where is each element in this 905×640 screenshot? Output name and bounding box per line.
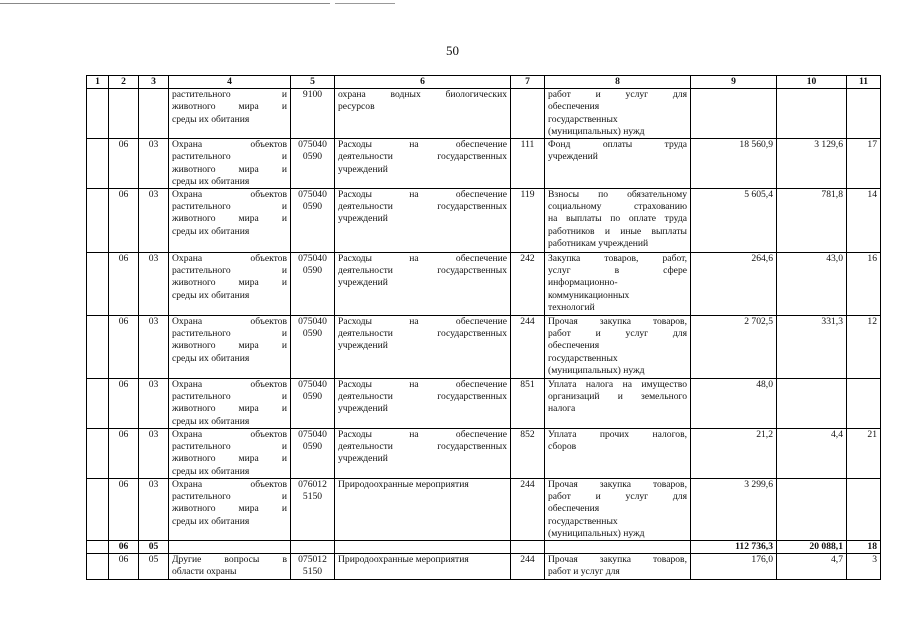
cell-expense-type bbox=[511, 541, 545, 554]
cell-line: деятельности государственных bbox=[338, 391, 507, 403]
cell-line: деятельности государственных bbox=[338, 151, 507, 163]
cell-section: 06 bbox=[109, 429, 139, 479]
cell-line: 075040 bbox=[298, 429, 327, 441]
cell-line: Другие вопросы в bbox=[172, 554, 287, 566]
cell-line: информационно- bbox=[548, 277, 618, 289]
cell-col1 bbox=[87, 541, 109, 554]
column-header: 1 bbox=[87, 76, 109, 89]
cell-line: Охрана объектов bbox=[172, 379, 287, 391]
cell-amount-2 bbox=[777, 89, 847, 139]
cell-section: 06 bbox=[109, 554, 139, 580]
cell-line: деятельности государственных bbox=[338, 328, 507, 340]
scan-edge-line bbox=[0, 3, 330, 4]
cell-line: Взносы по обязательному bbox=[548, 189, 687, 201]
cell-col11: 16 bbox=[847, 253, 881, 316]
cell-line: деятельности государственных bbox=[338, 441, 507, 453]
table-row bbox=[87, 189, 881, 253]
cell-section: 06 bbox=[109, 379, 139, 429]
cell-subsection: 05 bbox=[139, 554, 169, 580]
cell-subsection: 03 bbox=[139, 253, 169, 316]
cell-line: учреждений bbox=[338, 453, 388, 465]
cell-line: Уплата налога на имущество bbox=[548, 379, 687, 391]
cell-line: охрана водных биологических bbox=[338, 89, 507, 101]
cell-expense-type-name bbox=[545, 541, 691, 554]
cell-line: Охрана объектов bbox=[172, 189, 287, 201]
cell-amount-2 bbox=[777, 479, 847, 541]
cell-line: животного мира и bbox=[172, 101, 287, 113]
column-header: 4 bbox=[169, 76, 291, 89]
table-row bbox=[87, 554, 881, 580]
cell-subsection: 03 bbox=[139, 139, 169, 189]
cell-expense-type: 852 bbox=[511, 429, 545, 479]
cell-line: Расходы на обеспечение bbox=[338, 139, 507, 151]
table-row bbox=[87, 479, 881, 541]
cell-expense-name bbox=[335, 139, 511, 189]
cell-line: среды их обитания bbox=[172, 225, 250, 237]
cell-line: Охрана объектов bbox=[172, 479, 287, 491]
cell-line: 075040 bbox=[298, 379, 327, 391]
cell-line: (муниципальных) нужд bbox=[548, 527, 645, 539]
cell-line: организаций и земельного bbox=[548, 391, 687, 403]
cell-expense-name bbox=[335, 554, 511, 580]
cell-expense-type-name bbox=[545, 379, 691, 429]
cell-line: 0590 bbox=[302, 391, 323, 403]
cell-col1 bbox=[87, 316, 109, 379]
cell-expense-name bbox=[335, 189, 511, 253]
cell-target-article bbox=[291, 541, 335, 554]
cell-line: государственных bbox=[548, 113, 618, 125]
cell-expense-type: 119 bbox=[511, 189, 545, 253]
cell-target-article bbox=[291, 316, 335, 379]
cell-amount: 2 702,5 bbox=[691, 316, 777, 379]
cell-section bbox=[109, 89, 139, 139]
cell-expense-name bbox=[335, 429, 511, 479]
cell-amount: 264,6 bbox=[691, 253, 777, 316]
cell-line: Природоохранные мероприятия bbox=[338, 554, 469, 566]
cell-line: среды их обитания bbox=[172, 113, 250, 125]
cell-col1 bbox=[87, 429, 109, 479]
cell-line: работ и услуг для bbox=[548, 328, 687, 340]
cell-expense-type: 244 bbox=[511, 554, 545, 580]
cell-line: 0590 bbox=[302, 441, 323, 453]
cell-col1 bbox=[87, 554, 109, 580]
cell-line: 0590 bbox=[302, 201, 323, 213]
cell-line: технологий bbox=[548, 301, 595, 313]
cell-line: 5150 bbox=[302, 566, 323, 578]
cell-amount: 21,2 bbox=[691, 429, 777, 479]
cell-name bbox=[169, 379, 291, 429]
cell-amount: 5 605,4 bbox=[691, 189, 777, 253]
table-row bbox=[87, 253, 881, 316]
cell-section: 06 bbox=[109, 253, 139, 316]
cell-line: услуг в сфере bbox=[548, 265, 687, 277]
cell-subsection: 03 bbox=[139, 429, 169, 479]
column-header: 8 bbox=[545, 76, 691, 89]
cell-name bbox=[169, 554, 291, 580]
cell-target-article bbox=[291, 139, 335, 189]
cell-line: государственных bbox=[548, 352, 618, 364]
cell-line: Расходы на обеспечение bbox=[338, 379, 507, 391]
cell-line: Прочая закупка товаров, bbox=[548, 554, 687, 566]
cell-line: среды их обитания bbox=[172, 515, 250, 527]
cell-amount-2: 3 129,6 bbox=[777, 139, 847, 189]
column-header: 11 bbox=[847, 76, 881, 89]
cell-line: коммуникационных bbox=[548, 289, 630, 301]
cell-expense-type: 111 bbox=[511, 139, 545, 189]
cell-amount: 18 560,9 bbox=[691, 139, 777, 189]
cell-line: 075040 bbox=[298, 253, 327, 265]
cell-col1 bbox=[87, 379, 109, 429]
cell-line: Охрана объектов bbox=[172, 429, 287, 441]
cell-name bbox=[169, 139, 291, 189]
cell-section: 06 bbox=[109, 541, 139, 554]
cell-target-article bbox=[291, 253, 335, 316]
cell-line: ресурсов bbox=[338, 101, 375, 113]
cell-name bbox=[169, 253, 291, 316]
cell-line: Фонд оплаты труда bbox=[548, 139, 687, 151]
cell-col1 bbox=[87, 139, 109, 189]
cell-line: обеспечения bbox=[548, 101, 600, 113]
cell-line: области охраны bbox=[172, 566, 237, 578]
cell-line: учреждений bbox=[338, 213, 388, 225]
cell-line: 9100 bbox=[302, 89, 323, 101]
cell-line: (муниципальных) нужд bbox=[548, 125, 645, 137]
cell-subsection: 03 bbox=[139, 189, 169, 253]
cell-col11: 18 bbox=[847, 541, 881, 554]
cell-line: 075040 bbox=[298, 316, 327, 328]
cell-amount bbox=[691, 89, 777, 139]
header-row bbox=[87, 76, 881, 89]
cell-col11: 21 bbox=[847, 429, 881, 479]
cell-col11: 3 bbox=[847, 554, 881, 580]
cell-line: 0590 bbox=[302, 151, 323, 163]
cell-line: растительного и bbox=[172, 491, 287, 503]
cell-line: Расходы на обеспечение bbox=[338, 189, 507, 201]
cell-expense-name bbox=[335, 479, 511, 541]
cell-expense-type-name bbox=[545, 479, 691, 541]
cell-name bbox=[169, 541, 291, 554]
column-header: 7 bbox=[511, 76, 545, 89]
cell-line: на выплаты по оплате труда bbox=[548, 213, 687, 225]
cell-line: работ и услуг для bbox=[548, 566, 620, 578]
cell-subsection bbox=[139, 89, 169, 139]
cell-line: (муниципальных) нужд bbox=[548, 364, 645, 376]
cell-amount-2: 781,8 bbox=[777, 189, 847, 253]
cell-expense-type-name bbox=[545, 189, 691, 253]
cell-expense-name bbox=[335, 89, 511, 139]
cell-col11 bbox=[847, 89, 881, 139]
table-row bbox=[87, 89, 881, 139]
cell-target-article bbox=[291, 379, 335, 429]
table-row bbox=[87, 429, 881, 479]
cell-line: 5150 bbox=[302, 491, 323, 503]
cell-line: растительного и bbox=[172, 391, 287, 403]
cell-name bbox=[169, 89, 291, 139]
cell-expense-type bbox=[511, 89, 545, 139]
cell-expense-name bbox=[335, 541, 511, 554]
cell-line: 075040 bbox=[298, 139, 327, 151]
cell-line: работников и иные выплаты bbox=[548, 225, 687, 237]
cell-expense-name bbox=[335, 379, 511, 429]
cell-section: 06 bbox=[109, 139, 139, 189]
cell-line: растительного и bbox=[172, 201, 287, 213]
cell-line: учреждений bbox=[338, 163, 388, 175]
cell-col1 bbox=[87, 253, 109, 316]
cell-line: учреждений bbox=[548, 151, 598, 163]
cell-line: животного мира и bbox=[172, 453, 287, 465]
cell-line: животного мира и bbox=[172, 503, 287, 515]
cell-col11: 12 bbox=[847, 316, 881, 379]
cell-line: работникам учреждений bbox=[548, 237, 649, 249]
table-row bbox=[87, 139, 881, 189]
table-row bbox=[87, 316, 881, 379]
cell-line: Прочая закупка товаров, bbox=[548, 479, 687, 491]
cell-line: животного мира и bbox=[172, 163, 287, 175]
cell-section: 06 bbox=[109, 316, 139, 379]
cell-expense-type-name bbox=[545, 554, 691, 580]
cell-col1 bbox=[87, 189, 109, 253]
cell-line: Прочая закупка товаров, bbox=[548, 316, 687, 328]
cell-line: обеспечения bbox=[548, 503, 600, 515]
cell-amount: 176,0 bbox=[691, 554, 777, 580]
cell-line: среды их обитания bbox=[172, 415, 250, 427]
cell-target-article bbox=[291, 479, 335, 541]
cell-name bbox=[169, 479, 291, 541]
cell-section: 06 bbox=[109, 479, 139, 541]
cell-line: растительного и bbox=[172, 89, 287, 101]
cell-line: среды их обитания bbox=[172, 175, 250, 187]
cell-target-article bbox=[291, 189, 335, 253]
cell-line: государственных bbox=[548, 515, 618, 527]
cell-line: Охрана объектов bbox=[172, 253, 287, 265]
cell-col11: 14 bbox=[847, 189, 881, 253]
cell-subsection: 03 bbox=[139, 316, 169, 379]
cell-subsection: 05 bbox=[139, 541, 169, 554]
cell-subsection: 03 bbox=[139, 479, 169, 541]
cell-line: животного мира и bbox=[172, 213, 287, 225]
cell-line: учреждений bbox=[338, 403, 388, 415]
column-header: 6 bbox=[335, 76, 511, 89]
cell-name bbox=[169, 316, 291, 379]
cell-line: учреждений bbox=[338, 277, 388, 289]
cell-amount-2: 43,0 bbox=[777, 253, 847, 316]
cell-line: налога bbox=[548, 403, 576, 415]
table-row bbox=[87, 379, 881, 429]
cell-expense-type-name bbox=[545, 139, 691, 189]
cell-line: обеспечения bbox=[548, 340, 600, 352]
cell-expense-type: 242 bbox=[511, 253, 545, 316]
cell-line: среды их обитания bbox=[172, 289, 250, 301]
cell-expense-type: 851 bbox=[511, 379, 545, 429]
cell-name bbox=[169, 189, 291, 253]
cell-line: Уплата прочих налогов, bbox=[548, 429, 687, 441]
budget-table bbox=[86, 75, 881, 580]
cell-line: 075012 bbox=[298, 554, 327, 566]
cell-subsection: 03 bbox=[139, 379, 169, 429]
cell-line: учреждений bbox=[338, 340, 388, 352]
cell-target-article bbox=[291, 429, 335, 479]
cell-line: Охрана объектов bbox=[172, 139, 287, 151]
cell-line: Природоохранные мероприятия bbox=[338, 479, 469, 491]
cell-col11: 17 bbox=[847, 139, 881, 189]
cell-amount-2: 20 088,1 bbox=[777, 541, 847, 554]
cell-line: деятельности государственных bbox=[338, 265, 507, 277]
cell-line: среды их обитания bbox=[172, 352, 250, 364]
cell-amount-2: 4,4 bbox=[777, 429, 847, 479]
cell-name bbox=[169, 429, 291, 479]
cell-line: животного мира и bbox=[172, 403, 287, 415]
cell-target-article bbox=[291, 89, 335, 139]
cell-line: 0590 bbox=[302, 265, 323, 277]
cell-amount-2 bbox=[777, 379, 847, 429]
cell-amount: 3 299,6 bbox=[691, 479, 777, 541]
cell-expense-type-name bbox=[545, 316, 691, 379]
cell-line: социальному страхованию bbox=[548, 201, 687, 213]
cell-line: 076012 bbox=[298, 479, 327, 491]
cell-line: деятельности государственных bbox=[338, 201, 507, 213]
cell-line: Расходы на обеспечение bbox=[338, 429, 507, 441]
column-header: 5 bbox=[291, 76, 335, 89]
cell-expense-type: 244 bbox=[511, 316, 545, 379]
cell-expense-name bbox=[335, 253, 511, 316]
cell-line: работ и услуг для bbox=[548, 89, 687, 101]
cell-line: животного мира и bbox=[172, 277, 287, 289]
table-row bbox=[87, 541, 881, 554]
cell-expense-type: 244 bbox=[511, 479, 545, 541]
cell-col1 bbox=[87, 479, 109, 541]
scan-edge-line bbox=[335, 3, 395, 4]
column-header: 3 bbox=[139, 76, 169, 89]
column-header: 9 bbox=[691, 76, 777, 89]
cell-line: растительного и bbox=[172, 328, 287, 340]
cell-line: Закупка товаров, работ, bbox=[548, 253, 687, 265]
cell-line: 075040 bbox=[298, 189, 327, 201]
cell-expense-type-name bbox=[545, 253, 691, 316]
column-header: 10 bbox=[777, 76, 847, 89]
cell-col11 bbox=[847, 379, 881, 429]
cell-amount-2: 4,7 bbox=[777, 554, 847, 580]
cell-section: 06 bbox=[109, 189, 139, 253]
cell-line: растительного и bbox=[172, 151, 287, 163]
cell-line: Расходы на обеспечение bbox=[338, 253, 507, 265]
cell-line: Охрана объектов bbox=[172, 316, 287, 328]
cell-line: растительного и bbox=[172, 265, 287, 277]
cell-line: растительного и bbox=[172, 441, 287, 453]
cell-amount: 112 736,3 bbox=[691, 541, 777, 554]
cell-col1 bbox=[87, 89, 109, 139]
cell-line: Расходы на обеспечение bbox=[338, 316, 507, 328]
cell-line: животного мира и bbox=[172, 340, 287, 352]
cell-line: работ и услуг для bbox=[548, 491, 687, 503]
cell-expense-name bbox=[335, 316, 511, 379]
cell-amount-2: 331,3 bbox=[777, 316, 847, 379]
cell-expense-type-name bbox=[545, 429, 691, 479]
cell-expense-type-name bbox=[545, 89, 691, 139]
cell-target-article bbox=[291, 554, 335, 580]
page-number: 50 bbox=[446, 43, 459, 58]
column-header: 2 bbox=[109, 76, 139, 89]
cell-line: сборов bbox=[548, 441, 577, 453]
cell-line: 0590 bbox=[302, 328, 323, 340]
cell-col11 bbox=[847, 479, 881, 541]
cell-line: среды их обитания bbox=[172, 465, 250, 477]
cell-amount: 48,0 bbox=[691, 379, 777, 429]
